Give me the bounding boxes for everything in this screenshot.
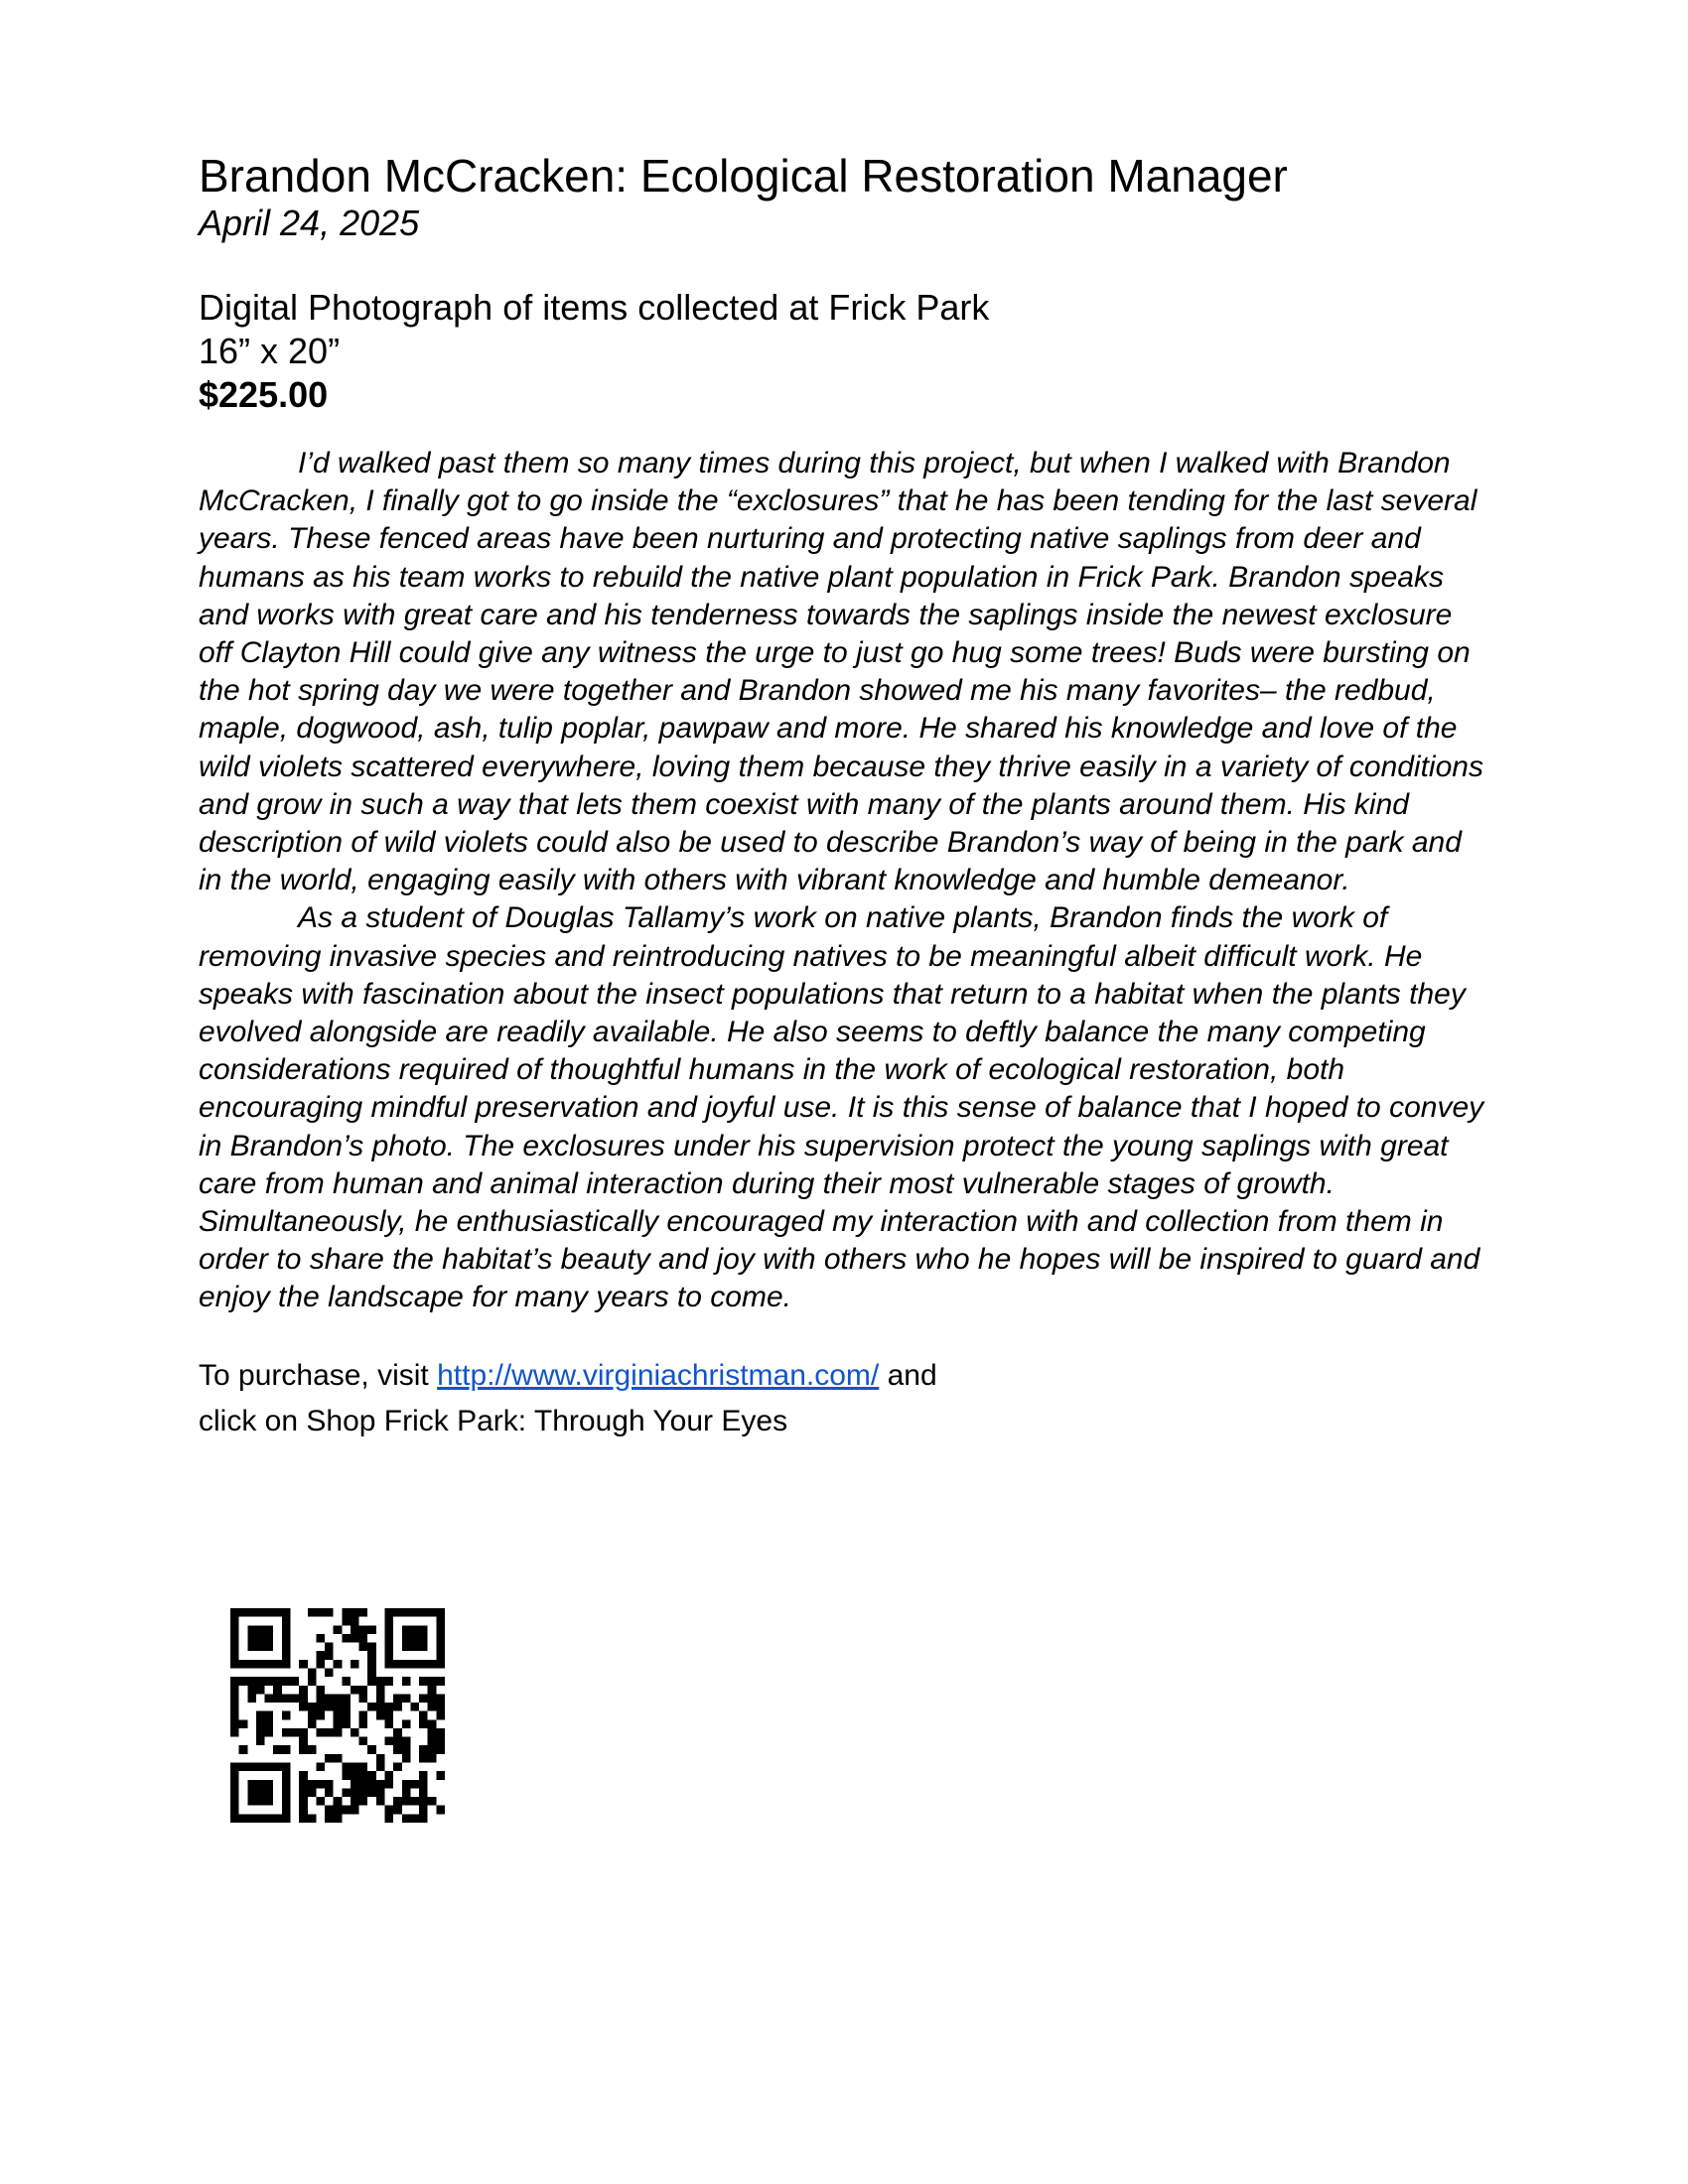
purchase-line-1 bbox=[199, 1353, 1489, 1399]
essay-paragraph: I’d walked past them so many times during this project, but when I walked with Brandon McCracken, I finally got to go inside the “exclosures” that he has been tending for the last several years. These fenced areas have been nurturing and protecting native saplings from deer and humans as his team works to rebuild the native plant population in Frick Park. Brandon speaks and works with great care and his tenderness towards the saplings inside the newest exclosure off Clayton Hill could give any witness the urge to just go hug some trees! Buds were bursting on the hot spring day we were together and Brandon showed me his many favorites– the redbud, maple, dogwood, ash, tulip poplar, pawpaw and more. He shared his knowledge and love of the wild violets scattered everywhere, loving them because they thrive easily in a variety of conditions and grow in such a way that lets them coexist with many of the plants around them. His kind description of wild violets could also be used to describe Brandon’s way of being in the park and in the world, engaging easily with others with vibrant knowledge and humble demeanor. bbox=[199, 447, 1483, 897]
purchase-suffix: and bbox=[879, 1358, 937, 1392]
essay bbox=[199, 445, 1489, 1317]
essay-paragraph: As a student of Douglas Tallamy’s work on native plants, Brandon finds the work of removing invasive species and reintroducing natives to be meaningful albeit difficult work. He speaks with fascination about the insect populations that return to a habitat when the plants they evolved alongside are readily available. He also seems to deftly balance the many competing considerations required of thoughtful humans in the work of ecological restoration, both encouraging mindful preservation and joyful use. It is this sense of balance that I hoped to convey in Brandon’s photo. The exclosures under his supervision protect the young saplings with great care from human and animal interaction during their most vulnerable stages of growth. Simultaneously, he enthusiastically encouraged my interaction with and collection from them in order to share the habitat’s beauty and joy with others who he hopes will be inspired to guard and enjoy the landscape for many years to come. bbox=[199, 901, 1484, 1314]
website-link[interactable]: http://www.virginiachristman.com/ bbox=[437, 1358, 880, 1392]
artwork-details bbox=[199, 286, 1489, 417]
artwork-medium: Digital Photograph of items collected at Frick Park bbox=[199, 287, 990, 328]
purchase-info bbox=[199, 1353, 1489, 1444]
page-title: Brandon McCracken: Ecological Restoration Manager bbox=[199, 150, 1288, 202]
purchase-line-2: click on Shop Frick Park: Through Your Eyes bbox=[199, 1404, 788, 1437]
artwork-size: 16” x 20” bbox=[199, 331, 341, 371]
date: April 24, 2025 bbox=[199, 203, 420, 243]
purchase-prefix: To purchase, visit bbox=[199, 1358, 438, 1392]
document-page bbox=[199, 149, 1489, 1444]
qr-code-icon[interactable] bbox=[230, 1608, 445, 1823]
artwork-price: $225.00 bbox=[199, 374, 329, 415]
